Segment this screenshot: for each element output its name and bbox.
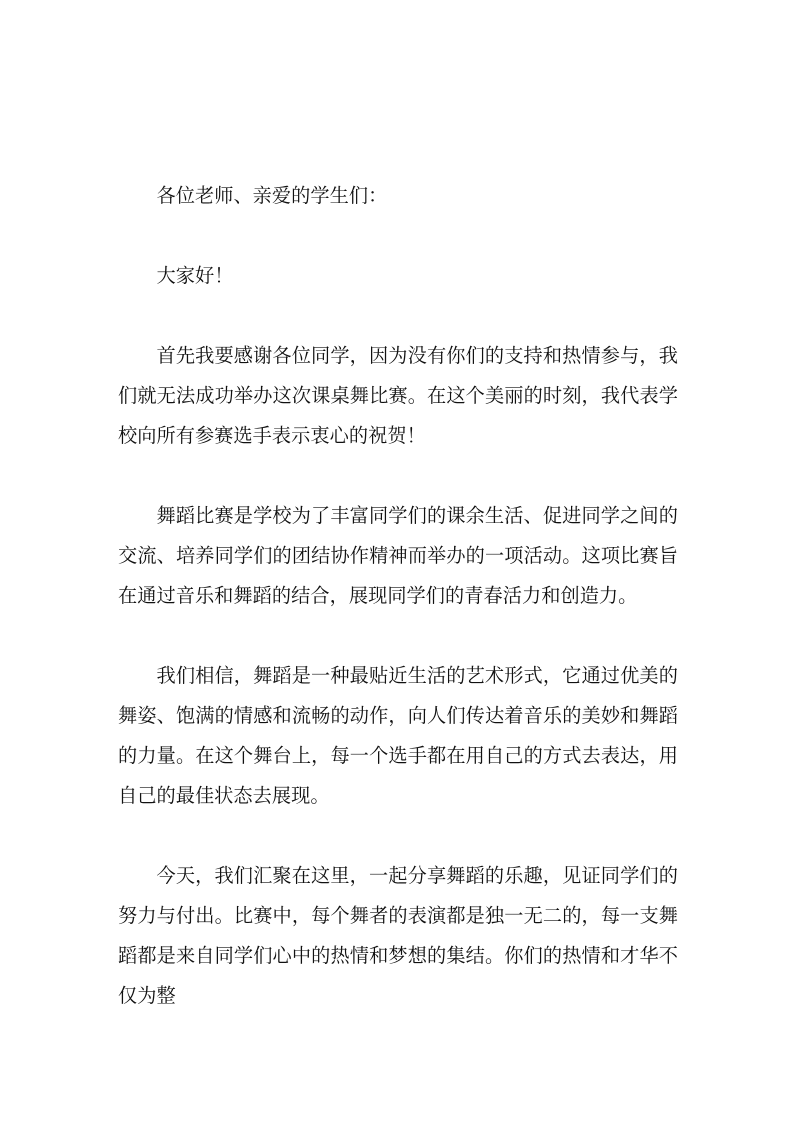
greeting: 大家好！ (156, 264, 234, 287)
salutation: 各位老师、亲爱的学生们： (156, 184, 388, 207)
paragraph-purpose: 舞蹈比赛是学校为了丰富同学们的课余生活、促进同学之间的交流、培养同学们的团结协作精神而举办的一项活动。这项比赛旨在通过音乐和舞蹈的结合，展现同学们的青春活力和创造力。 (118, 504, 678, 607)
paragraph-thanks: 首先我要感谢各位同学，因为没有你们的支持和热情参与，我们就无法成功举办这次课桌舞比赛。在这个美丽的时刻，我代表学校向所有参赛选手表示衷心的祝贺！ (118, 344, 678, 447)
paragraph-dance-art: 我们相信，舞蹈是一种最贴近生活的艺术形式，它通过优美的舞姿、饱满的情感和流畅的动作，向人们传达着音乐的美妙和舞蹈的力量。在这个舞台上，每一个选手都在用自己的方式去表达，用自己的最佳状态去展现。 (118, 664, 678, 807)
document-page (118, 176, 678, 1056)
paragraph-today: 今天，我们汇聚在这里，一起分享舞蹈的乐趣，见证同学们的努力与付出。比赛中，每个舞者的表演都是独一无二的，每一支舞蹈都是来自同学们心中的热情和梦想的集结。你们的热情和才华不仅为整 (118, 864, 678, 1007)
